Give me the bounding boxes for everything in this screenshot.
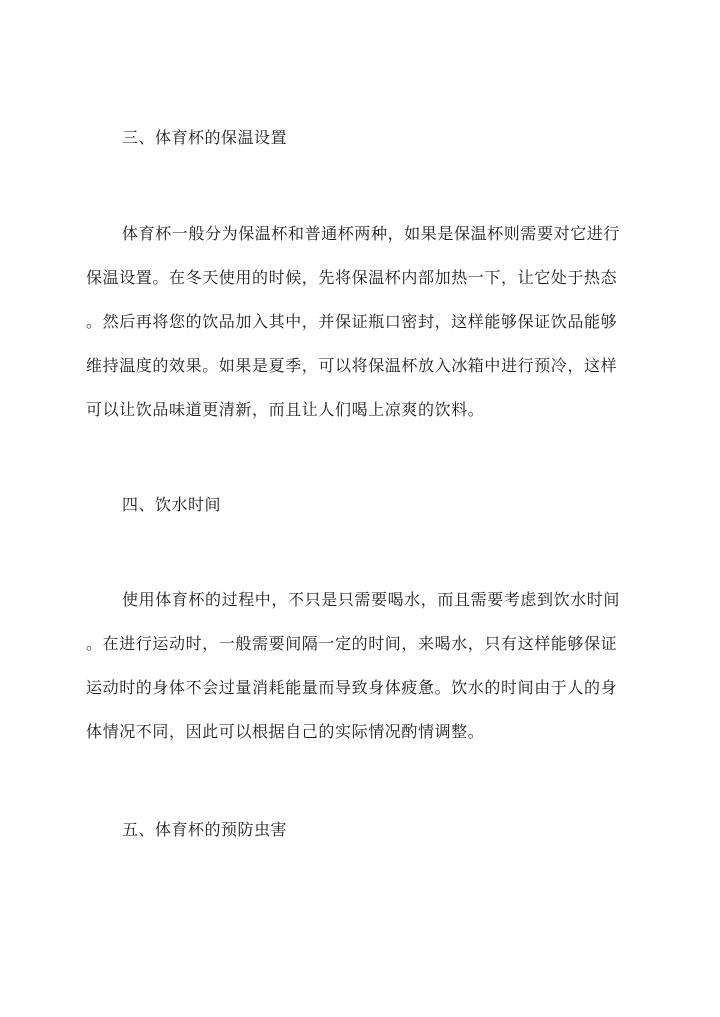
paragraph-line: 维持温度的效果。如果是夏季，可以将保温杯放入冰箱中进行预冷，这样 bbox=[86, 356, 618, 375]
paragraph-line: 保温设置。在冬天使用的时候，先将保温杯内部加热一下，让它处于热态 bbox=[86, 268, 618, 287]
paragraph-line: 运动时的身体不会过量消耗能量而导致身体疲惫。饮水的时间由于人的身 bbox=[86, 678, 618, 697]
paragraph-line: 体情况不同，因此可以根据自己的实际情况酌情调整。 bbox=[86, 722, 485, 741]
section-heading: 五、体育杯的预防虫害 bbox=[122, 820, 288, 839]
paragraph-line: 可以让饮品味道更清新，而且让人们喝上凉爽的饮料。 bbox=[86, 400, 485, 419]
paragraph-line: 。然后再将您的饮品加入其中，并保证瓶口密封，这样能够保证饮品能够 bbox=[86, 312, 618, 331]
section-paragraph bbox=[86, 578, 634, 754]
section-heading: 三、体育杯的保温设置 bbox=[122, 128, 288, 147]
paragraph-line: 使用体育杯的过程中，不只是只需要喝水，而且需要考虑到饮水时间 bbox=[122, 590, 621, 609]
paragraph-line: 。在进行运动时，一般需要间隔一定的时间，来喝水，只有这样能够保证 bbox=[86, 634, 618, 653]
section-heading: 四、饮水时间 bbox=[122, 495, 222, 514]
paragraph-line: 体育杯一般分为保温杯和普通杯两种，如果是保温杯则需要对它进行 bbox=[122, 224, 621, 243]
section-paragraph bbox=[86, 212, 634, 432]
